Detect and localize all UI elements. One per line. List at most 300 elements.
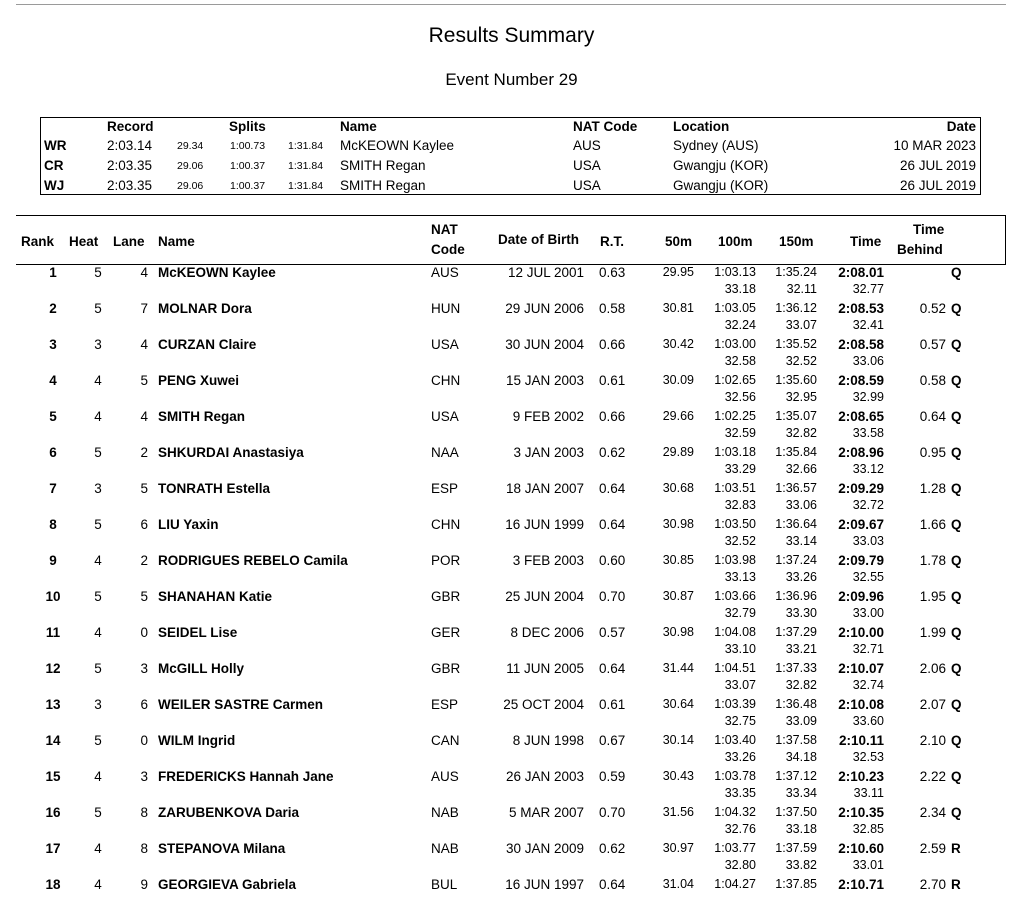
split-100m: 1:04.27 <box>714 877 756 891</box>
reaction-time: 0.63 <box>599 265 626 280</box>
nat-code: USA <box>431 409 459 424</box>
header-heat: Heat <box>69 234 99 249</box>
lap-split-100m: 32.56 <box>724 390 756 404</box>
lap-split-100m: 32.59 <box>724 426 756 440</box>
lap-split-200m: 33.00 <box>852 606 884 620</box>
split-50m: 31.56 <box>662 805 694 819</box>
athlete-name: LIU Yaxin <box>158 517 219 532</box>
header-code: Code <box>431 242 465 257</box>
split-150m: 1:35.52 <box>775 337 817 351</box>
rank: 11 <box>45 625 61 640</box>
qualification-mark: Q <box>951 373 962 388</box>
final-time: 2:10.35 <box>838 805 884 820</box>
top-rule <box>16 4 1006 5</box>
nat-code: NAB <box>431 805 459 820</box>
lap-split-150m: 33.34 <box>785 786 817 800</box>
heat: 5 <box>94 733 102 748</box>
records-header-splits: Splits <box>229 119 266 134</box>
lane: 2 <box>140 445 148 460</box>
split-150m: 1:35.60 <box>775 373 817 387</box>
split-100m: 1:03.98 <box>714 553 756 567</box>
split-50m: 29.95 <box>662 265 694 279</box>
nat-code: POR <box>431 553 461 568</box>
result-row <box>0 301 1033 337</box>
split-150m: 1:37.58 <box>775 733 817 747</box>
result-row <box>0 841 1033 877</box>
split-150m: 1:35.07 <box>775 409 817 423</box>
date-of-birth: 16 JUN 1999 <box>505 517 584 532</box>
lane: 5 <box>140 589 148 604</box>
header-nat: NAT <box>431 222 458 237</box>
heat: 4 <box>94 373 102 388</box>
lane: 2 <box>140 553 148 568</box>
record-split-100: 1:00.37 <box>230 160 266 172</box>
nat-code: ESP <box>431 697 459 712</box>
reaction-time: 0.70 <box>599 805 626 820</box>
result-row <box>0 481 1033 517</box>
rank: 18 <box>45 877 61 892</box>
reaction-time: 0.58 <box>599 301 626 316</box>
date-of-birth: 11 JUN 2005 <box>506 661 584 676</box>
nat-code: GBR <box>431 589 461 604</box>
record-row <box>41 137 980 157</box>
record-split-50: 29.06 <box>177 160 204 172</box>
reaction-time: 0.64 <box>599 517 626 532</box>
lap-split-150m: 32.82 <box>785 678 817 692</box>
time-behind: 0.64 <box>919 409 946 424</box>
lap-split-150m: 33.07 <box>785 318 817 332</box>
time-behind: 2.70 <box>919 877 946 892</box>
record-split-100: 1:00.37 <box>230 180 266 192</box>
split-50m: 30.97 <box>662 841 694 855</box>
split-150m: 1:36.57 <box>775 481 817 495</box>
lap-split-200m: 32.41 <box>852 318 884 332</box>
result-row <box>0 445 1033 481</box>
record-type: WJ <box>44 178 65 193</box>
result-row <box>0 877 1033 913</box>
split-50m: 30.68 <box>662 481 694 495</box>
split-150m: 1:36.12 <box>775 301 817 315</box>
lane: 3 <box>140 769 148 784</box>
date-of-birth: 8 DEC 2006 <box>510 625 584 640</box>
reaction-time: 0.70 <box>599 589 626 604</box>
qualification-mark: Q <box>951 589 962 604</box>
lap-split-150m: 32.66 <box>785 462 817 476</box>
split-50m: 30.42 <box>662 337 694 351</box>
heat: 5 <box>94 301 102 316</box>
athlete-name: TONRATH Estella <box>158 481 271 496</box>
lap-split-150m: 34.18 <box>785 750 817 764</box>
lap-split-100m: 32.75 <box>724 714 756 728</box>
split-100m: 1:03.77 <box>714 841 756 855</box>
header-100m: 100m <box>718 234 753 249</box>
qualification-mark: Q <box>951 409 962 424</box>
split-100m: 1:02.65 <box>714 373 756 387</box>
final-time: 2:09.79 <box>838 553 884 568</box>
lane: 8 <box>140 805 148 820</box>
time-behind: 1.28 <box>919 481 946 496</box>
date-of-birth: 3 FEB 2003 <box>512 553 584 568</box>
qualification-mark: Q <box>951 445 962 460</box>
lap-split-200m: 32.77 <box>852 282 884 296</box>
rank: 7 <box>49 481 57 496</box>
split-100m: 1:03.00 <box>714 337 756 351</box>
split-100m: 1:03.18 <box>714 445 756 459</box>
nat-code: ESP <box>431 481 459 496</box>
rank: 1 <box>49 265 57 280</box>
reaction-time: 0.67 <box>599 733 626 748</box>
records-header <box>41 118 980 138</box>
lap-split-100m: 33.10 <box>724 642 756 656</box>
split-100m: 1:02.25 <box>714 409 756 423</box>
reaction-time: 0.64 <box>599 661 626 676</box>
lane: 5 <box>140 373 148 388</box>
time-behind: 2.59 <box>919 841 946 856</box>
lane: 3 <box>140 661 148 676</box>
record-nat-code: USA <box>573 158 601 173</box>
record-split-150: 1:31.84 <box>288 160 324 172</box>
split-50m: 30.85 <box>662 553 694 567</box>
time-behind: 2.06 <box>919 661 946 676</box>
final-time: 2:08.58 <box>838 337 884 352</box>
split-100m: 1:04.32 <box>714 805 756 819</box>
split-50m: 30.09 <box>662 373 694 387</box>
time-behind: 2.10 <box>919 733 946 748</box>
lap-split-100m: 33.18 <box>724 282 756 296</box>
athlete-name: ZARUBENKOVA Daria <box>158 805 300 820</box>
split-50m: 29.89 <box>662 445 694 459</box>
heat: 3 <box>94 337 102 352</box>
split-50m: 31.44 <box>662 661 694 675</box>
heat: 5 <box>94 265 102 280</box>
lap-split-200m: 32.74 <box>852 678 884 692</box>
split-100m: 1:03.40 <box>714 733 756 747</box>
result-row <box>0 661 1033 697</box>
result-row <box>0 805 1033 841</box>
results-header <box>16 215 1006 265</box>
final-time: 2:08.96 <box>838 445 884 460</box>
lap-split-150m: 33.21 <box>785 642 817 656</box>
qualification-mark: Q <box>951 301 962 316</box>
lap-split-100m: 33.35 <box>724 786 756 800</box>
header-time-behind-1: Time <box>913 222 945 237</box>
lap-split-200m: 33.12 <box>852 462 884 476</box>
final-time: 2:10.00 <box>838 625 884 640</box>
record-time: 2:03.35 <box>107 158 153 173</box>
lap-split-150m: 33.06 <box>785 498 817 512</box>
lap-split-100m: 32.83 <box>724 498 756 512</box>
record-date: 26 JUL 2019 <box>899 158 976 173</box>
reaction-time: 0.62 <box>599 841 626 856</box>
nat-code: USA <box>431 337 459 352</box>
nat-code: NAA <box>431 445 459 460</box>
result-row <box>0 337 1033 373</box>
date-of-birth: 30 JAN 2009 <box>505 841 584 856</box>
time-behind: 2.07 <box>919 697 946 712</box>
reaction-time: 0.57 <box>599 625 626 640</box>
date-of-birth: 26 JAN 2003 <box>505 769 584 784</box>
lap-split-100m: 33.29 <box>724 462 756 476</box>
date-of-birth: 12 JUL 2001 <box>507 265 584 280</box>
lane: 6 <box>140 517 148 532</box>
lap-split-200m: 33.60 <box>852 714 884 728</box>
final-time: 2:09.29 <box>838 481 884 496</box>
record-type: WR <box>44 138 67 153</box>
lap-split-200m: 32.99 <box>852 390 884 404</box>
date-of-birth: 25 OCT 2004 <box>503 697 584 712</box>
header-reaction-time: R.T. <box>600 234 625 249</box>
result-row <box>0 517 1033 553</box>
final-time: 2:10.23 <box>838 769 884 784</box>
record-holder-name: SMITH Regan <box>340 158 426 173</box>
nat-code: CAN <box>431 733 460 748</box>
heat: 4 <box>94 841 102 856</box>
nat-code: HUN <box>431 301 461 316</box>
final-time: 2:09.67 <box>838 517 884 532</box>
split-50m: 31.04 <box>662 877 694 891</box>
time-behind: 2.34 <box>919 805 946 820</box>
time-behind: 2.22 <box>919 769 946 784</box>
athlete-name: SHKURDAI Anastasiya <box>158 445 304 460</box>
athlete-name: SHANAHAN Katie <box>158 589 273 604</box>
result-row <box>0 409 1033 445</box>
date-of-birth: 18 JAN 2007 <box>505 481 584 496</box>
split-150m: 1:37.12 <box>775 769 817 783</box>
rank: 12 <box>45 661 61 676</box>
date-of-birth: 9 FEB 2002 <box>512 409 584 424</box>
split-100m: 1:03.13 <box>714 265 756 279</box>
split-150m: 1:37.33 <box>775 661 817 675</box>
lap-split-150m: 32.82 <box>785 426 817 440</box>
athlete-name: GEORGIEVA Gabriela <box>158 877 297 892</box>
header-date-of-birth: Date of Birth <box>498 232 579 247</box>
date-of-birth: 30 JUN 2004 <box>505 337 584 352</box>
reaction-time: 0.60 <box>599 553 626 568</box>
reaction-time: 0.66 <box>599 409 626 424</box>
date-of-birth: 16 JUN 1997 <box>505 877 584 892</box>
split-150m: 1:37.59 <box>775 841 817 855</box>
header-50m: 50m <box>665 234 693 249</box>
records-header-location: Location <box>673 119 730 134</box>
records-table <box>40 117 981 195</box>
rank: 15 <box>45 769 61 784</box>
rank: 16 <box>45 805 61 820</box>
split-50m: 30.98 <box>662 517 694 531</box>
record-type: CR <box>44 158 64 173</box>
lane: 6 <box>140 697 148 712</box>
lap-split-200m: 32.72 <box>852 498 884 512</box>
lap-split-200m: 33.11 <box>853 786 884 800</box>
lap-split-100m: 32.58 <box>724 354 756 368</box>
athlete-name: SMITH Regan <box>158 409 246 424</box>
rank: 9 <box>49 553 57 568</box>
qualification-mark: Q <box>951 697 962 712</box>
reaction-time: 0.62 <box>599 445 626 460</box>
qualification-mark: Q <box>951 625 962 640</box>
result-row <box>0 625 1033 661</box>
final-time: 2:10.71 <box>838 877 884 892</box>
record-row <box>41 157 980 177</box>
header-time: Time <box>850 234 882 249</box>
record-date: 26 JUL 2019 <box>899 178 976 193</box>
lane: 7 <box>140 301 148 316</box>
header-time-behind-2: Behind <box>897 242 943 257</box>
header-name: Name <box>158 234 195 249</box>
lane: 5 <box>140 481 148 496</box>
date-of-birth: 5 MAR 2007 <box>508 805 584 820</box>
lap-split-100m: 33.07 <box>724 678 756 692</box>
reaction-time: 0.61 <box>599 697 626 712</box>
qualification-mark: Q <box>951 337 962 352</box>
lap-split-150m: 32.52 <box>785 354 817 368</box>
record-holder-name: McKEOWN Kaylee <box>340 138 455 153</box>
records-header-nat-code: NAT Code <box>573 119 638 134</box>
lap-split-150m: 32.95 <box>785 390 817 404</box>
qualification-mark: Q <box>951 661 962 676</box>
rank: 17 <box>45 841 61 856</box>
lap-split-100m: 33.26 <box>724 750 756 764</box>
qualification-mark: Q <box>951 805 962 820</box>
split-50m: 30.98 <box>662 625 694 639</box>
records-header-record: Record <box>107 119 154 134</box>
header-150m: 150m <box>779 234 814 249</box>
header-rank: Rank <box>21 234 55 249</box>
lap-split-150m: 33.82 <box>785 858 817 872</box>
qualification-mark: R <box>951 877 961 892</box>
athlete-name: WEILER SASTRE Carmen <box>158 697 324 712</box>
lap-split-150m: 32.11 <box>786 282 817 296</box>
lap-split-150m: 33.30 <box>785 606 817 620</box>
lane: 8 <box>140 841 148 856</box>
rank: 10 <box>45 589 61 604</box>
record-location: Gwangju (KOR) <box>673 178 769 193</box>
split-50m: 29.66 <box>662 409 694 423</box>
qualification-mark: Q <box>951 553 962 568</box>
record-split-150: 1:31.84 <box>288 140 324 152</box>
lap-split-200m: 32.53 <box>852 750 884 764</box>
split-50m: 30.81 <box>662 301 694 315</box>
record-time: 2:03.14 <box>107 138 153 153</box>
nat-code: GBR <box>431 661 461 676</box>
record-holder-name: SMITH Regan <box>340 178 426 193</box>
time-behind: 0.58 <box>919 373 946 388</box>
result-row <box>0 733 1033 769</box>
athlete-name: McGILL Holly <box>158 661 245 676</box>
date-of-birth: 8 JUN 1998 <box>512 733 584 748</box>
split-150m: 1:36.64 <box>775 517 817 531</box>
time-behind: 1.95 <box>919 589 946 604</box>
split-150m: 1:37.50 <box>775 805 817 819</box>
athlete-name: SEIDEL Lise <box>158 625 238 640</box>
split-150m: 1:35.24 <box>775 265 817 279</box>
split-150m: 1:37.29 <box>775 625 817 639</box>
nat-code: CHN <box>431 517 461 532</box>
split-150m: 1:36.48 <box>775 697 817 711</box>
date-of-birth: 29 JUN 2006 <box>505 301 584 316</box>
split-100m: 1:03.39 <box>714 697 756 711</box>
lap-split-100m: 33.13 <box>724 570 756 584</box>
record-time: 2:03.35 <box>107 178 153 193</box>
lane: 4 <box>140 337 148 352</box>
nat-code: AUS <box>431 265 459 280</box>
header-lane: Lane <box>113 234 145 249</box>
rank: 14 <box>45 733 61 748</box>
event-subtitle: Event Number 29 <box>445 70 578 89</box>
lap-split-150m: 33.14 <box>785 534 817 548</box>
record-row <box>41 177 980 197</box>
athlete-name: McKEOWN Kaylee <box>158 265 276 280</box>
athlete-name: MOLNAR Dora <box>158 301 252 316</box>
split-50m: 30.14 <box>662 733 694 747</box>
split-100m: 1:03.51 <box>714 481 756 495</box>
rank: 13 <box>45 697 61 712</box>
time-behind: 1.78 <box>919 553 946 568</box>
record-split-50: 29.34 <box>177 140 204 152</box>
heat: 4 <box>94 409 102 424</box>
record-location: Sydney (AUS) <box>673 138 759 153</box>
page-title: Results Summary <box>428 24 595 47</box>
rank: 8 <box>49 517 57 532</box>
split-100m: 1:03.66 <box>714 589 756 603</box>
reaction-time: 0.61 <box>599 373 626 388</box>
record-date: 10 MAR 2023 <box>893 138 976 153</box>
heat: 3 <box>94 697 102 712</box>
lap-split-150m: 33.09 <box>785 714 817 728</box>
lap-split-100m: 32.80 <box>724 858 756 872</box>
lap-split-150m: 33.18 <box>785 822 817 836</box>
qualification-mark: R <box>951 841 961 856</box>
qualification-mark: Q <box>951 517 962 532</box>
split-150m: 1:37.85 <box>775 877 817 891</box>
heat: 4 <box>94 625 102 640</box>
athlete-name: STEPANOVA Milana <box>158 841 286 856</box>
record-split-50: 29.06 <box>177 180 204 192</box>
time-behind: 0.95 <box>919 445 946 460</box>
lane: 9 <box>140 877 148 892</box>
final-time: 2:08.59 <box>838 373 884 388</box>
lap-split-200m: 33.03 <box>852 534 884 548</box>
split-100m: 1:03.05 <box>714 301 756 315</box>
split-100m: 1:04.51 <box>714 661 756 675</box>
record-split-100: 1:00.73 <box>230 140 266 152</box>
qualification-mark: Q <box>951 265 962 280</box>
lap-split-200m: 32.85 <box>852 822 884 836</box>
final-time: 2:10.07 <box>838 661 884 676</box>
heat: 5 <box>94 661 102 676</box>
lap-split-100m: 32.79 <box>724 606 756 620</box>
time-behind: 0.57 <box>919 337 946 352</box>
final-time: 2:09.96 <box>838 589 884 604</box>
final-time: 2:10.60 <box>838 841 884 856</box>
record-nat-code: AUS <box>573 138 601 153</box>
lap-split-100m: 32.76 <box>724 822 756 836</box>
records-header-name: Name <box>340 119 377 134</box>
heat: 5 <box>94 445 102 460</box>
rank: 3 <box>49 337 57 352</box>
lap-split-200m: 33.06 <box>852 354 884 368</box>
athlete-name: CURZAN Claire <box>158 337 257 352</box>
lane: 4 <box>140 409 148 424</box>
heat: 5 <box>94 805 102 820</box>
athlete-name: RODRIGUES REBELO Camila <box>158 553 348 568</box>
nat-code: CHN <box>431 373 461 388</box>
reaction-time: 0.59 <box>599 769 626 784</box>
nat-code: AUS <box>431 769 459 784</box>
athlete-name: FREDERICKS Hannah Jane <box>158 769 334 784</box>
split-50m: 30.43 <box>662 769 694 783</box>
lap-split-200m: 32.55 <box>852 570 884 584</box>
heat: 5 <box>94 517 102 532</box>
